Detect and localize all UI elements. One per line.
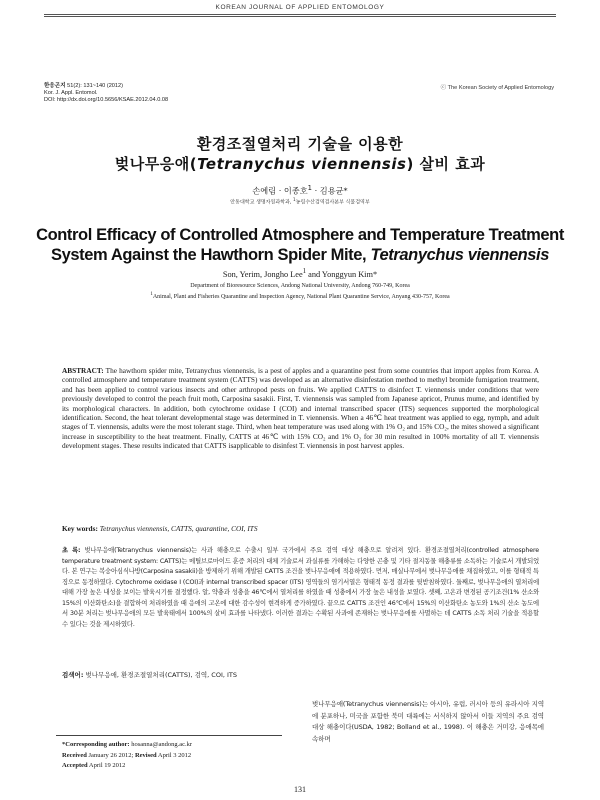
korean-authors-tail: · 김용균*	[311, 185, 348, 196]
introduction-text: 벚나무응애(Tetranychus viennensis)는 아시아, 유럽, 러시아 등의 유라시아 지역에 분포하나, 미국을 포함한 북미 대륙에는 서식하지 않아서 이들 지역의 주요 검역 대상 해충이다(USDA, 1982; Bolland et al., 1998). 이 해충은 거미강, 응애목에 속하며	[312, 700, 544, 743]
english-abstract	[62, 366, 539, 451]
received-date: January 26 2012;	[88, 751, 134, 759]
citation-block	[44, 83, 168, 105]
english-title-species: Tetranychus viennensis	[370, 246, 550, 264]
keywords-label: Key words:	[62, 524, 98, 533]
english-authors-sup: 1	[302, 268, 307, 275]
correspondence-block	[62, 740, 192, 772]
korean-title-species: Tetranychus viennensis	[197, 155, 407, 173]
accepted-label: Accepted	[62, 762, 88, 769]
korean-title-line1: 환경조절열처리 기술을 이용한	[196, 135, 404, 153]
korean-keywords-label: 검색어:	[62, 671, 84, 679]
received-label: Received	[62, 751, 87, 759]
korean-abstract	[62, 546, 539, 630]
korean-title-suffix: ) 살비 효과	[406, 155, 486, 173]
korean-affiliation-sup: 1	[293, 197, 296, 202]
korean-authors	[0, 184, 600, 197]
korean-affiliation-main: 안동대학교 생명자원과학과,	[230, 199, 294, 206]
english-affiliation-2-sup: 1	[150, 292, 153, 297]
corresponding-author-label: *Corresponding author:	[62, 741, 130, 748]
journal-name: KOREAN JOURNAL OF APPLIED ENTOMOLOGY	[215, 4, 385, 11]
korean-abstract-text: 벚나무응애(Tetranychus viennensis)는 사과 해충으로 수출시 일부 국가에서 주요 검역 대상 해충으로 알려져 있다. 환경조절열처리(controlled atmosphere temperature treatment system: CATTS)는 메틸브로마이드 훈증 처리의 대체 기술로서 과실류를 가해하는 다양한 곤충 및 기타 절지동물 해충류를 소독하는 기술로서 개발되었다. 본 연구는 복숭아심식나방(Carposina sasakii)을 방제하기 위해 개발된 CATTS 조건을 벚나무응애에 적용하였다. 먼저, 매실나무에서 벚나무응애를 채집하였고, 이를 형태적 특징으로 동정하였다. Cytochrome oxidase I (COI)과 internal transcribed spacer (ITS) 영역들의 염기서열은 형태적 동정 결과를 뒷받침하였다. 둘째로, 벚나무응애의 열처리에 대해 가장 높은 내성을 보이는 발육시기를 결정했다. 알, 약충과 성충을 46℃에서 열처리를 하였을 때 성충에서 가장 높은 내성을 보였다. 셋째, 고온과 변경된 공기조건(1% 산소와 15%의 이산화탄소)을 결합하여 처리하였을 때 응애의 고온에 대한 감수성이 현격하게 증가하였다. 끝으로 CATTS 조건인 46℃에서 15%의 이산화탄소 농도와 1%의 산소 농도에서 30분 처리는 벚나무응애의 모든 발육태에서 100%의 살비 효과를 나타냈다. 이러한 결과는 수확된 사과에 존재하는 벚나무응애를 사멸하는 데 CATTS 소독 처리 기술을 적용할 수 있다는 것을 제시하였다.	[62, 547, 539, 628]
english-affiliation-1: Department of Bioresource Sciences, Andong National University, Andong 760-749, Korea	[190, 283, 410, 289]
korean-title-line2	[0, 153, 600, 174]
english-title-line2	[0, 246, 600, 265]
footnote-rule	[56, 735, 282, 736]
english-affiliation-2-text: Animal, Plant and Fisheries Quarantine and Inspection Agency, National Plant Quarantine Service, Anyang 430-757, Korea	[152, 294, 450, 300]
english-affiliation-2	[0, 292, 600, 300]
corresponding-email[interactable]: hosanna@andong.ac.kr	[131, 741, 193, 748]
english-authors-main: Son, Yerim, Jongho Lee	[222, 269, 303, 279]
english-keywords	[62, 524, 539, 533]
copyright-notice: ⓒ The Korean Society of Applied Entomology	[440, 85, 554, 91]
revised-date: April 3 2012	[157, 751, 192, 759]
english-authors	[0, 268, 600, 279]
korean-authors-sup: 1	[307, 184, 312, 192]
revised-label: Revised	[134, 751, 157, 759]
korean-keywords	[62, 670, 539, 679]
journal-kor-abbrev: 한응곤지	[44, 83, 66, 89]
header-rule-top	[44, 14, 556, 15]
english-title-prefix: System Against the Hawthorn Spider Mite,	[50, 246, 371, 264]
journal-abbrev: Kor. J. Appl. Entomol.	[44, 90, 98, 97]
korean-keywords-text: 벚나무응애, 환경조절열처리(CATTS), 검역, COI, ITS	[83, 671, 238, 679]
abstract-text: The hawthorn spider mite, Tetranychus viennensis, is a pest of apples and a quarantine pest from some countries that import apples from Korea. A controlled atmosphere and temperature treatment system (CATTS) was developed as an alternative disinfestation method to methyl bromide fumigation treatment, and has been applied to control various insects and other arthropod pests on fruits. We applied CATTS to disinfect T. viennensis under conditions that were previously developed to control the peach fruit moth, Carposina sasakii. First, T. viennensis was sampled from Japanese apricot, Prunus mume, and identified by its morphological characters. In addition, both cytochrome oxidase I (COI) and internal transcribed spacer (ITS) sequences supported the morphological identification. Second, the heat tolerant developmental stage was determined in T. viennensis. When a 46℃ heat treatment was applied to egg, nymph, and adult stages of T. viennensis, adults were the most tolerant stage. Third, when heat temperature was used along with 1% O₂ and 15% CO₂, the mites showed a significant increase in susceptibility to the heat treatment. Finally, CATTS at 46℃ with 15% CO₂ and 1% O₂ for 30 min resulted in 100% mortality of all T. viennensis development stages. These results indicated that CATTS isapplicable to disinfest T. viennensis in post harvest apples.	[62, 366, 539, 451]
english-title-line1: Control Efficacy of Controlled Atmosphere and Temperature Treatment	[36, 226, 564, 244]
korean-affiliation-tail: 농림수산검역검사본부 식물검역부	[295, 199, 370, 206]
korean-title-prefix: 벚나무응애(	[114, 155, 198, 173]
header-rule-bottom	[44, 16, 556, 17]
keywords-text: Tetranychus viennensis, CATTS, quarantine, COI, ITS	[97, 524, 258, 533]
abstract-label: ABSTRACT:	[62, 366, 104, 375]
accepted-date: April 19 2012	[88, 762, 126, 769]
english-authors-tail: and Yonggyun Kim*	[306, 269, 378, 279]
korean-abstract-label: 초 록:	[62, 547, 81, 554]
volume-issue: 51(2): 131~140 (2012)	[65, 83, 124, 89]
doi[interactable]: DOI: http://dx.doi.org/10.5656/KSAE.2012.04.0.08	[44, 97, 169, 104]
korean-affiliation	[0, 197, 600, 206]
page-number: 131	[294, 785, 306, 794]
korean-authors-main: 손예림 · 이종호	[252, 185, 308, 196]
